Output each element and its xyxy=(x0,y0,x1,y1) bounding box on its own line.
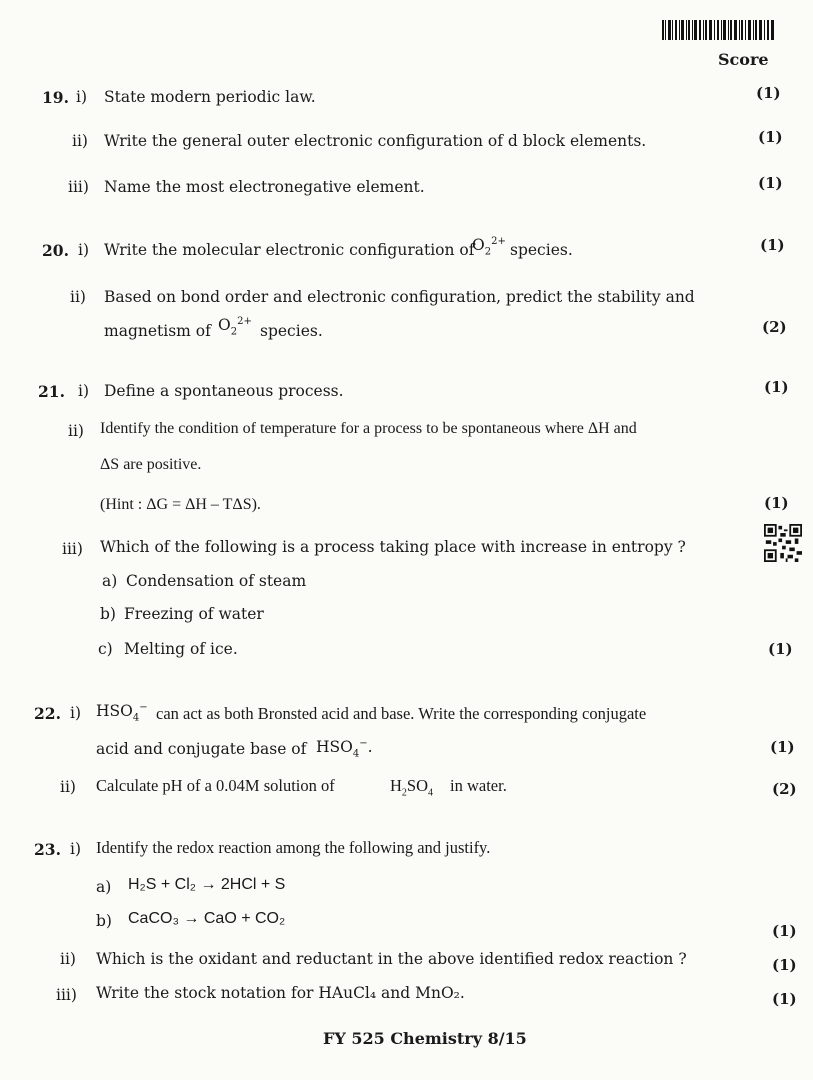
q23-reaction-a-label: a) xyxy=(96,878,112,896)
question-23-number: 23. xyxy=(34,840,61,859)
q22-i-formula: $HSO_4^-$ xyxy=(96,702,148,724)
q23-iii-label: iii) xyxy=(56,986,77,1004)
q20-i-text: Write the molecular electronic configuration of xyxy=(104,241,475,259)
q20-i-species: $O_2^{2+}$ xyxy=(472,236,506,258)
q20-i-text-end: species. xyxy=(510,241,573,259)
q23-reaction-a: H₂S + Cl₂ → 2HCl + S xyxy=(128,876,286,893)
q23-i-label: i) xyxy=(70,840,82,858)
q20-i-label: i) xyxy=(78,241,90,259)
q23-reaction-b: CaCO₃ → CaO + CO₂ xyxy=(128,910,286,927)
q19-ii-text: Write the general outer electronic configuration of d block elements. xyxy=(104,132,647,150)
q19-ii-mark: (1) xyxy=(758,128,783,146)
q22-ii-mark: (2) xyxy=(772,780,797,798)
q21-iii-label: iii) xyxy=(62,540,83,558)
q20-i-mark: (1) xyxy=(760,236,785,254)
q22-ii-label: ii) xyxy=(60,778,76,796)
q21-iii-text: Which of the following is a process taking place with increase in entropy ? xyxy=(100,538,686,556)
q21-i-text: Define a spontaneous process. xyxy=(104,382,344,400)
q20-ii-label: ii) xyxy=(70,288,86,306)
question-21-number: 21. xyxy=(38,382,65,401)
q22-i-text-line2: acid and conjugate base of xyxy=(96,740,307,758)
q23-ii-label: ii) xyxy=(60,950,76,968)
q23-i-text: Identify the redox reaction among the following and justify. xyxy=(96,838,491,857)
q21-option-b-label: b) xyxy=(100,605,116,623)
q20-ii-text-end: species. xyxy=(260,322,323,340)
qr-code xyxy=(764,524,802,562)
q19-iii-label: iii) xyxy=(68,178,89,196)
q23-ii-mark: (1) xyxy=(772,956,797,974)
q19-iii-mark: (1) xyxy=(758,174,783,192)
q23-i-mark: (1) xyxy=(772,922,797,940)
q20-ii-mark: (2) xyxy=(762,318,787,336)
score-heading: Score xyxy=(718,50,769,69)
q23-iii-text: Write the stock notation for HAuCl₄ and MnO₂. xyxy=(96,984,465,1002)
q19-i-label: i) xyxy=(76,88,88,106)
q21-i-label: i) xyxy=(78,382,90,400)
q22-i-label: i) xyxy=(70,704,82,722)
q21-option-a-label: a) xyxy=(102,572,118,590)
question-20-number: 20. xyxy=(42,241,69,260)
q23-ii-text: Which is the oxidant and reductant in the above identified redox reaction ? xyxy=(96,950,687,968)
question-22-number: 22. xyxy=(34,704,61,723)
q20-ii-text-line1: Based on bond order and electronic configuration, predict the stability and xyxy=(104,288,695,306)
q19-iii-text: Name the most electronegative element. xyxy=(104,178,425,196)
q19-ii-label: ii) xyxy=(72,132,88,150)
q22-ii-text: Calculate pH of a 0.04M solution of xyxy=(96,776,335,795)
q23-iii-mark: (1) xyxy=(772,990,797,1008)
q22-i-mark: (1) xyxy=(770,738,795,756)
barcode xyxy=(662,20,774,40)
page-footer: FY 525 Chemistry 8/15 xyxy=(323,1029,527,1048)
q22-ii-formula: $H_2SO_4$ xyxy=(390,776,434,799)
q20-ii-text-line2: magnetism of xyxy=(104,322,211,340)
q21-option-b-text: Freezing of water xyxy=(124,605,264,623)
q21-option-c-label: c) xyxy=(98,640,113,658)
q19-i-text: State modern periodic law. xyxy=(104,88,316,106)
q22-i-text-line1: can act as both Bronsted acid and base. Write the corresponding conjugate xyxy=(156,704,647,723)
q21-option-c-text: Melting of ice. xyxy=(124,640,238,658)
q22-i-formula-2: $HSO_4^-$. xyxy=(316,738,373,760)
q21-i-mark: (1) xyxy=(764,378,789,396)
q22-ii-text-end: in water. xyxy=(450,776,507,795)
q21-ii-text-line1: Identify the condition of temperature for a process to be spontaneous where ΔH and xyxy=(100,420,637,437)
q23-reaction-b-label: b) xyxy=(96,912,112,930)
q21-ii-text-line2: ΔS are positive. xyxy=(100,456,202,473)
q20-ii-species: $O_2^{2+}$ xyxy=(218,316,252,338)
q19-i-mark: (1) xyxy=(756,84,781,102)
question-19-number: 19. xyxy=(42,88,69,107)
q21-option-a-text: Condensation of steam xyxy=(126,572,307,590)
q21-ii-mark: (1) xyxy=(764,494,789,512)
q21-iii-mark: (1) xyxy=(768,640,793,658)
q21-ii-label: ii) xyxy=(68,422,84,440)
q21-ii-hint: (Hint : ΔG = ΔH – TΔS). xyxy=(100,496,261,513)
